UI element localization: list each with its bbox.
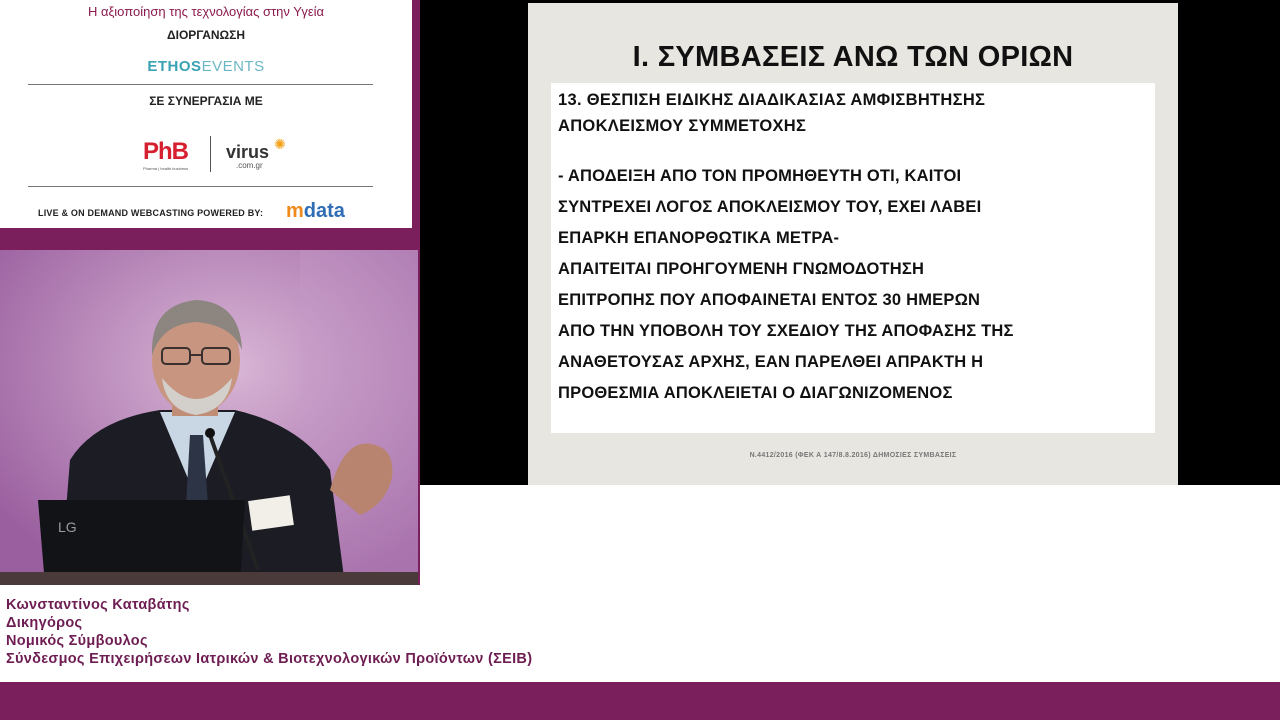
- events-logo-part: EVENTS: [201, 58, 265, 75]
- mdata-logo-m: m: [286, 200, 304, 222]
- slide-body-line: ΑΠΑΙΤΕΙΤΑΙ ΠΡΟΗΓΟΥΜΕΝΗ ΓΝΩΜΟΔΟΤΗΣΗ: [558, 260, 925, 278]
- logo-divider: [210, 136, 211, 172]
- slide-heading-line: 13. ΘΕΣΠΙΣΗ ΕΙΔΙΚΗΣ ΔΙΑΔΙΚΑΣΙΑΣ ΑΜΦΙΣΒΗΤΗΣΗΣ: [558, 91, 986, 109]
- slide-body-line: ΠΡΟΘΕΣΜΙΑ ΑΠΟΚΛΕΙΕΤΑΙ Ο ΔΙΑΓΩΝΙΖΟΜΕΝΟΣ: [558, 384, 953, 402]
- webcast-label: LIVE & ON DEMAND WEBCASTING POWERED BY:: [38, 208, 264, 218]
- slide-footer: Ν.4412/2016 (ΦΕΚ Α 147/8.8.2016) ΔΗΜΟΣΙΕΣ ΣΥΜΒΑΣΕΙΣ: [749, 452, 957, 459]
- partner-label: ΣΕ ΣΥΝΕΡΓΑΣΙΑ ΜΕ: [149, 94, 263, 108]
- slide-body-line: ΑΠΟ ΤΗΝ ΥΠΟΒΟΛΗ ΤΟΥ ΣΧΕΔΙΟΥ ΤΗΣ ΑΠΟΦΑΣΗΣ ΤΗΣ: [558, 322, 1014, 340]
- virus-logo-text: virus: [226, 142, 270, 162]
- organizer-label: ΔΙΟΡΓΑΝΩΣΗ: [166, 28, 246, 42]
- slide-body-line: ΕΠΑΡΚΗ ΕΠΑΝΟΡΘΩΤΙΚΑ ΜΕΤΡΑ-: [558, 229, 840, 247]
- bottom-brand-bar: [0, 682, 1280, 720]
- speaker-organization: Σύνδεσμος Επιχειρήσεων Ιατρικών & Βιοτεχνολογικών Προϊόντων (ΣΕΙΒ): [6, 651, 533, 667]
- slide-body-line: ΕΠΙΤΡΟΠΗΣ ΠΟΥ ΑΠΟΦΑΙΝΕΤΑΙ ΕΝΤΟΣ 30 ΗΜΕΡΩΝ: [558, 291, 981, 309]
- ethos-logo-part: ETHOS: [147, 58, 202, 75]
- ethos-events-logo: [0, 58, 412, 75]
- phb-logo: [143, 138, 189, 172]
- mdata-logo-data: data: [303, 200, 345, 222]
- virus-logo-subtext: .com.gr: [236, 161, 263, 170]
- slide-body-line: - ΑΠΟΔΕΙΞΗ ΑΠΟ ΤΟΝ ΠΡΟΜΗΘΕΥΤΗ ΟΤΙ, ΚΑΙΤΟΙ: [558, 167, 962, 185]
- slide-title: Ι. ΣΥΜΒΑΣΕΙΣ ΑΝΩ ΤΩΝ ΟΡΙΩΝ: [632, 41, 1074, 73]
- phb-logo-text: PhB: [143, 138, 188, 165]
- speaker-role: Δικηγόρος: [6, 615, 83, 631]
- speaker-video: [0, 250, 420, 585]
- divider: [28, 84, 373, 85]
- name-card: [248, 495, 294, 531]
- virus-logo: [226, 136, 286, 170]
- microphone-icon: [205, 428, 215, 438]
- slide-body-line: ΣΥΝΤΡΕΧΕΙ ΛΟΓΟΣ ΑΠΟΚΛΕΙΣΜΟΥ ΤΟΥ, ΕΧΕΙ ΛΑΒΕΙ: [558, 198, 982, 216]
- slide-area: [420, 0, 1280, 485]
- podium: [0, 572, 420, 585]
- sun-icon: ✺: [274, 136, 286, 152]
- event-info-card: [0, 0, 412, 228]
- speaker-role: Νομικός Σύμβουλος: [6, 633, 148, 649]
- divider: [28, 186, 373, 187]
- event-title: Η αξιοποίηση της τεχνολογίας στην Υγεία: [87, 4, 325, 19]
- speaker-name: Κωνσταντίνος Καταβάτης: [6, 597, 190, 613]
- slide-heading-line: ΑΠΟΚΛΕΙΣΜΟΥ ΣΥΜΜΕΤΟΧΗΣ: [558, 117, 807, 135]
- slide-body-line: ΑΝΑΘΕΤΟΥΣΑΣ ΑΡΧΗΣ, ΕΑΝ ΠΑΡΕΛΘΕΙ ΑΠΡΑΚΤΗ Η: [558, 353, 984, 371]
- laptop-brand: LG: [58, 519, 77, 535]
- mdata-logo: [286, 200, 345, 223]
- slide-content-box: [551, 83, 1155, 433]
- speaker-caption: [6, 596, 532, 668]
- speaker-illustration: [0, 250, 420, 585]
- phb-logo-subtext: Pharma | health business: [143, 166, 189, 171]
- presentation-slide: [528, 3, 1178, 485]
- event-info-panel: [0, 0, 420, 250]
